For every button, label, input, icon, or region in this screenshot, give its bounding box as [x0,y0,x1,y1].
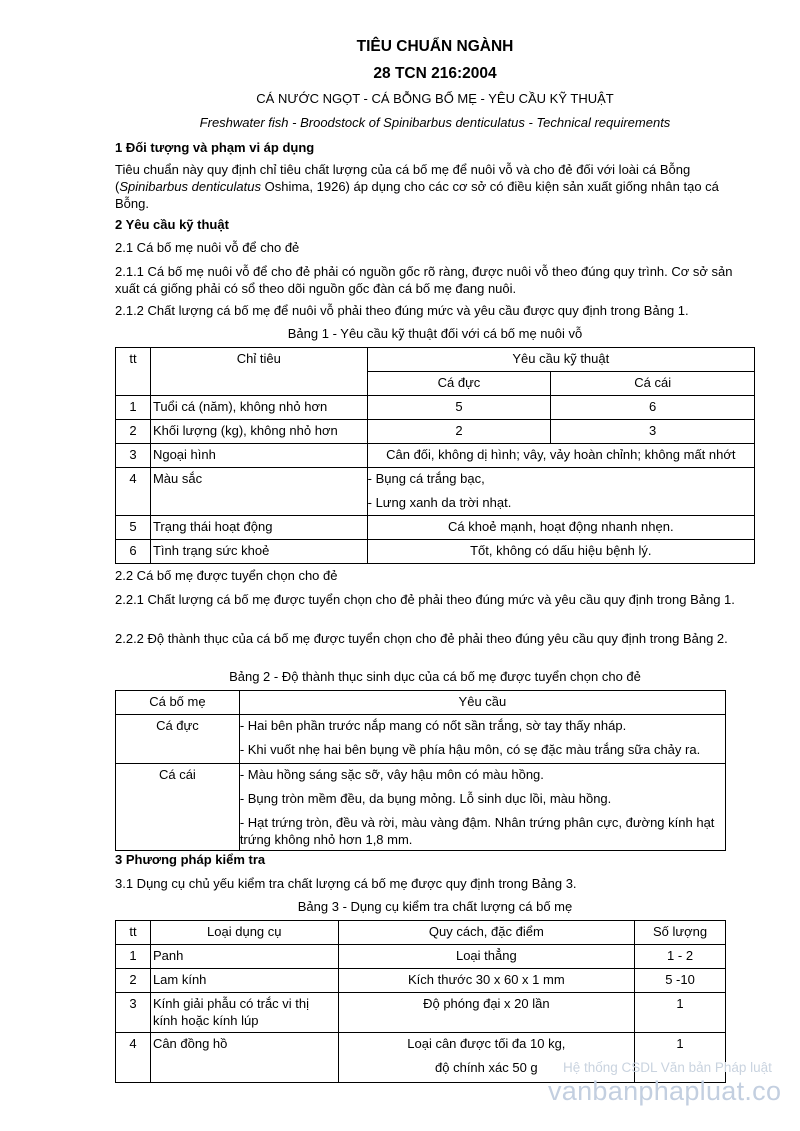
section-2-heading: 2 Yêu cầu kỹ thuật [115,217,229,232]
col-header-requirement: Yêu cầu [239,691,725,715]
table-row [116,468,755,516]
standard-name-vi: CÁ NƯỚC NGỌT - CÁ BỖNG BỐ MẸ - YÊU CẦU KỸ THUẬT [256,91,614,106]
para-2-2-1: 2.2.1 Chất lượng cá bố mẹ được tuyển chọn cho đẻ phải theo đúng mức và yêu cầu quy định trong Bảng 1. [115,592,735,607]
table-row [116,444,755,468]
requirement-line: - Khi vuốt nhẹ hai bên bụng về phía hậu môn, có sẹ đặc màu trắng sữa chảy ra. [239,742,701,757]
section-1-text [115,161,735,212]
cell-tt: 1 [116,945,151,969]
cell-criteria: Khối lượng (kg), không nhỏ hơn [150,420,367,444]
cell-criteria: Tuổi cá (năm), không nhỏ hơn [150,396,367,420]
cell-qty: 5 -10 [635,969,726,993]
requirement-line: - Màu hồng sáng sặc sỡ, vây hậu môn có màu hồng. [239,767,544,782]
col-header-tt: tt [116,921,151,945]
cell-tool: Panh [150,945,338,969]
cell-tt: 2 [116,969,151,993]
cell-value [367,468,754,516]
cell-tt: 1 [116,396,151,420]
cell-spec: Loại thẳng [338,945,634,969]
table-row [116,396,755,420]
col-header-criteria: Chỉ tiêu [150,348,367,396]
cell-female: 6 [551,396,755,420]
text-part: Tiêu chuẩn này quy định chỉ tiêu chất lượng của cá bố mẹ để nuôi vỗ và cho đẻ đối với loài cá Bỗng ( [115,162,691,194]
cell-requirement [239,715,725,764]
table-row [116,420,755,444]
cell-tt: 2 [116,420,151,444]
cell-criteria: Màu sắc [150,468,367,516]
col-header-requirements: Yêu cầu kỹ thuật [367,348,754,372]
table-row [116,945,726,969]
table-3 [115,920,726,1083]
table-row [116,764,726,851]
cell-criteria: Trạng thái hoạt động [150,516,367,540]
cell-tt: 6 [116,540,151,564]
cell-criteria: Tình trạng sức khoẻ [150,540,367,564]
text-part: Oshima, 1926) áp dụng cho các cơ sở có điều kiện sản xuất giống nhân tạo cá Bỗng. [115,179,719,211]
requirement-line: - Hạt trứng tròn, đều và rời, màu vàng đậm. Nhân trứng phân cực, đường kính hạt trứng không nhỏ hơn 1,8 mm. [239,815,715,847]
cell-qty: 1 [635,993,726,1033]
watermark-caption: Hệ thống CSDL Văn bản Pháp luật [563,1060,772,1075]
spec-line: Loại cân được tối đa 10 kg, [407,1036,566,1051]
cell-criteria: Ngoại hình [150,444,367,468]
col-header-spec: Quy cách, đặc điểm [338,921,634,945]
cell-qty: 1 - 2 [635,945,726,969]
table-row [116,1033,726,1083]
cell-tt: 4 [116,1033,151,1083]
cell-tool: Cân đồng hồ [150,1033,338,1083]
value-line: - Bụng cá trắng bạc, [367,471,485,486]
section-3-heading: 3 Phương pháp kiểm tra [115,852,266,867]
cell-requirement [239,764,725,851]
watermark-site: vanbanphapluat.co [548,1076,782,1106]
table-row [116,715,726,764]
cell-spec [338,1033,634,1083]
spec-line: độ chính xác 50 g [435,1060,538,1075]
cell-tt: 3 [116,993,151,1033]
para-2-2: 2.2 Cá bố mẹ được tuyển chọn cho đẻ [115,568,338,583]
cell-male: 5 [367,396,551,420]
para-2-1: 2.1 Cá bố mẹ nuôi vỗ để cho đẻ [115,240,300,255]
cell-fish: Cá đực [116,715,240,764]
requirement-line: - Hai bên phần trước nắp mang có nốt sần trắng, sờ tay thấy nháp. [239,718,627,733]
para-2-1-1: 2.1.1 Cá bố mẹ nuôi vỗ để cho đẻ phải có nguồn gốc rõ ràng, được nuôi vỗ theo đúng quy trình. Cơ sở sản xuất cá giống phải có sổ theo dõi nguồn gốc đàn cá bố mẹ đang nuôi. [115,264,733,296]
table-1-caption: Bảng 1 - Yêu cầu kỹ thuật đối với cá bố mẹ nuôi vỗ [287,326,583,341]
cell-value: Cân đối, không dị hình; vây, vảy hoàn chỉnh; không mất nhớt [367,444,754,468]
cell-tool: Lam kính [150,969,338,993]
table-row [116,969,726,993]
cell-tt: 4 [116,468,151,516]
standard-code: 28 TCN 216:2004 [373,65,497,82]
cell-tt: 3 [116,444,151,468]
col-header-female: Cá cái [551,372,755,396]
cell-male: 2 [367,420,551,444]
table-1 [115,347,755,564]
cell-female: 3 [551,420,755,444]
para-2-1-2: 2.1.2 Chất lượng cá bố mẹ để nuôi vỗ phải theo đúng mức và yêu cầu được quy định trong Bảng 1. [115,303,689,318]
table-row [116,540,755,564]
cell-qty: 1 [635,1033,726,1083]
col-header-qty: Số lượng [635,921,726,945]
col-header-tt: tt [116,348,151,396]
col-header-tool: Loại dụng cụ [150,921,338,945]
cell-spec: Kích thước 30 x 60 x 1 mm [338,969,634,993]
section-1-heading: 1 Đối tượng và phạm vi áp dụng [115,140,315,155]
cell-tt: 5 [116,516,151,540]
requirement-line: - Bụng tròn mềm đều, da bụng mỏng. Lỗ sinh dục lồi, màu hồng. [239,791,612,806]
value-line: - Lưng xanh da trời nhạt. [367,495,512,510]
document-title: TIÊU CHUẨN NGÀNH [356,38,514,55]
table-row [116,516,755,540]
cell-value: Tốt, không có dấu hiệu bệnh lý. [367,540,754,564]
table-3-caption: Bảng 3 - Dụng cụ kiểm tra chất lượng cá bố mẹ [297,899,573,914]
para-3-1: 3.1 Dụng cụ chủ yếu kiểm tra chất lượng cá bố mẹ được quy định trong Bảng 3. [115,876,577,891]
col-header-fish: Cá bố mẹ [116,691,240,715]
para-2-2-2: 2.2.2 Độ thành thục của cá bố mẹ được tuyển chọn cho đẻ phải theo đúng yêu cầu quy định trong Bảng 2. [115,631,728,646]
cell-tool: Kính giải phẫu có trắc vi thị kính hoặc kính lúp [150,993,338,1033]
cell-fish: Cá cái [116,764,240,851]
cell-value: Cá khoẻ mạnh, hoạt động nhanh nhẹn. [367,516,754,540]
standard-name-en: Freshwater fish - Broodstock of Spinibarbus denticulatus - Technical requirements [199,115,671,130]
species-name: Spinibarbus denticulatus [119,179,261,194]
table-row [116,993,726,1033]
table-2 [115,690,726,851]
cell-spec: Độ phóng đại x 20 lần [338,993,634,1033]
col-header-male: Cá đực [367,372,551,396]
table-2-caption: Bảng 2 - Độ thành thục sinh dục của cá bố mẹ được tuyển chọn cho đẻ [229,669,641,684]
